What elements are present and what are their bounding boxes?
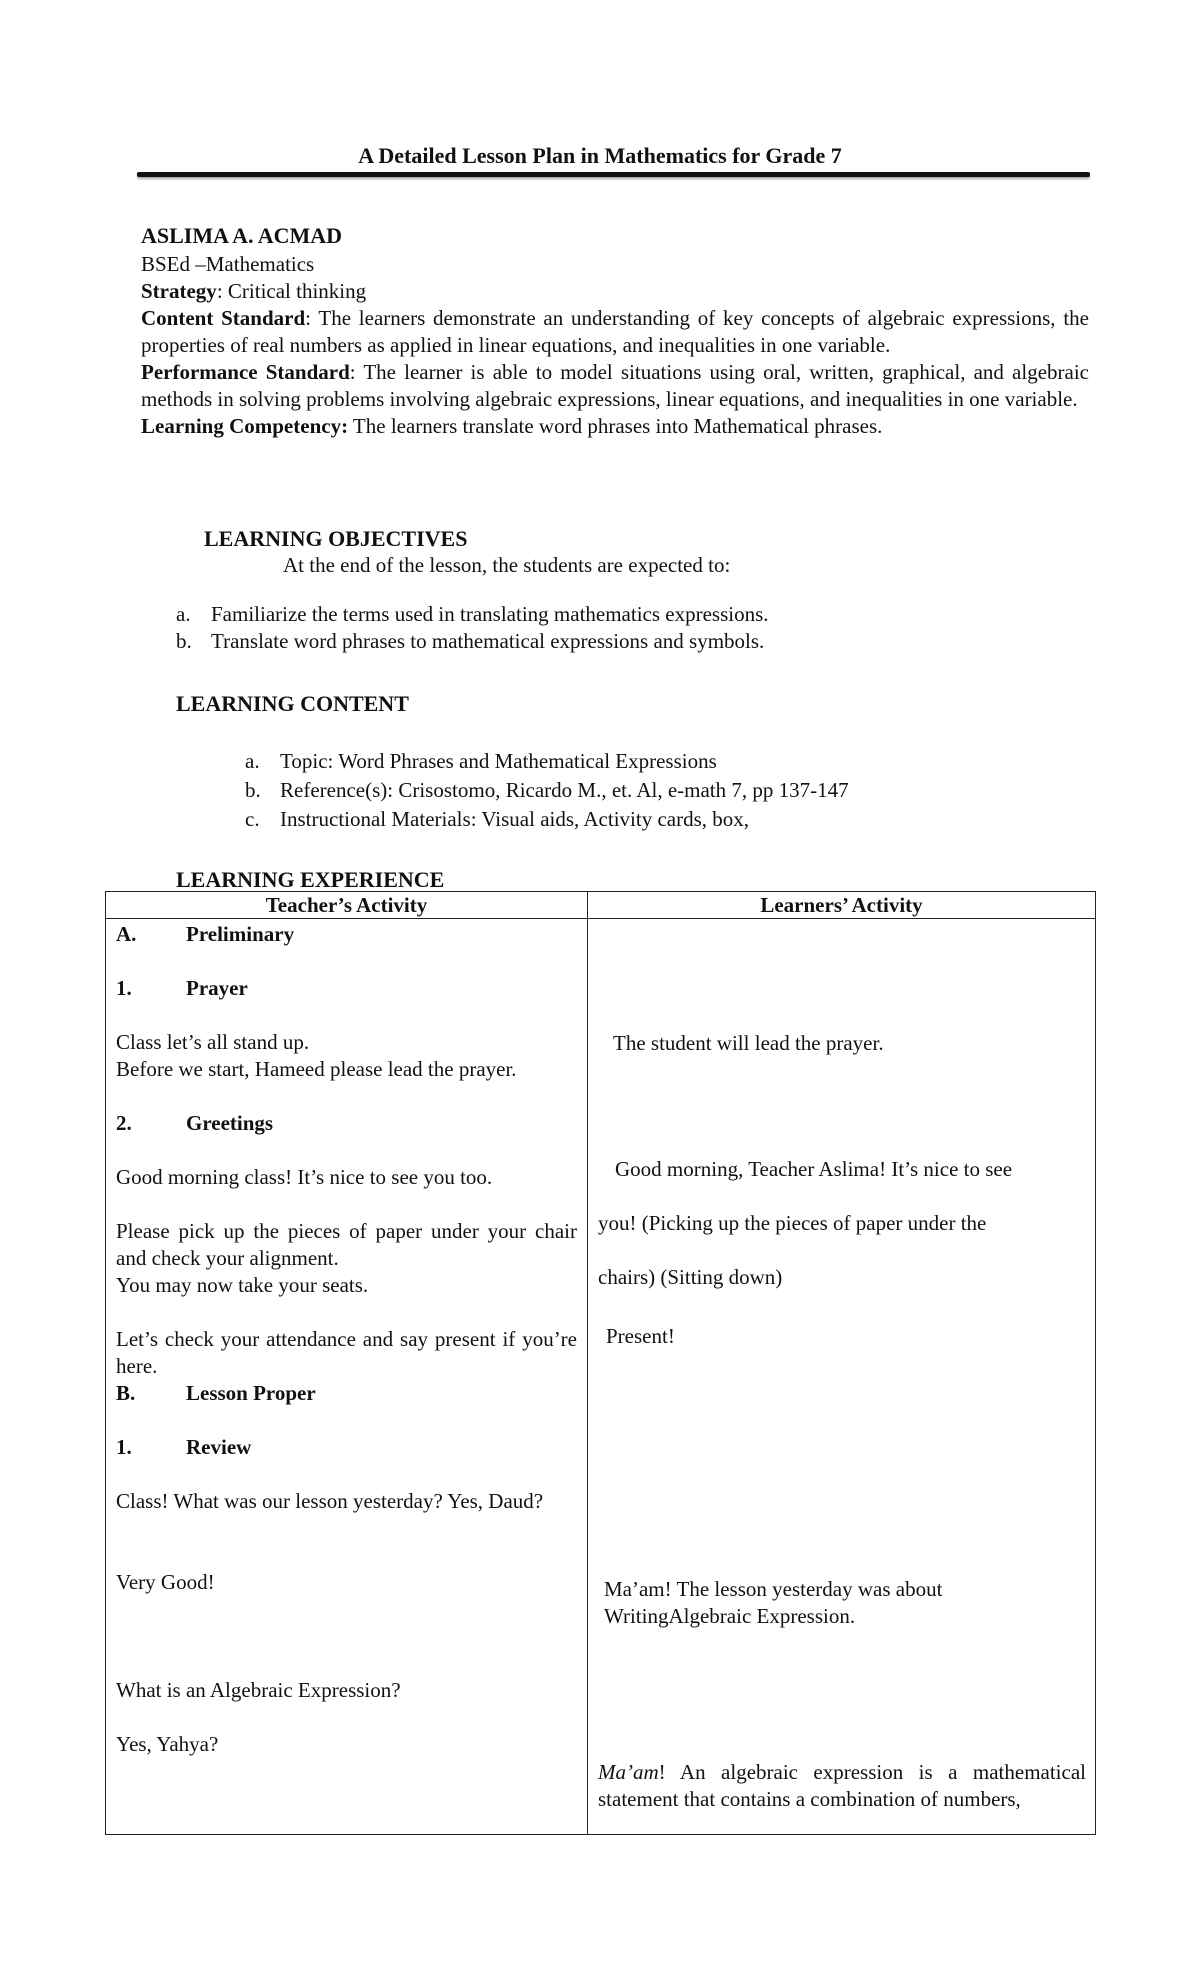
content-heading: LEARNING CONTENT xyxy=(176,691,409,716)
author-name: ASLIMA A. ACMAD xyxy=(141,223,343,248)
prayer-line-2: Before we start, Hameed please lead the prayer. xyxy=(116,1057,517,1081)
learner-review-answer: Ma’am! The lesson yesterday was about WritingAlgebraic Expression. xyxy=(604,1577,943,1628)
objectives-list xyxy=(176,601,769,655)
learner-column-header: Learners’ Activity xyxy=(588,892,1096,919)
subsection-review: 1. Review xyxy=(116,1435,252,1459)
strategy: Strategy: Critical thinking xyxy=(141,279,367,303)
learning-competency: Learning Competency: The learners translate word phrases into Mathematical phrases. xyxy=(141,414,883,438)
yes-yahya-line: Yes, Yahya? xyxy=(116,1732,219,1756)
program: BSEd –Mathematics xyxy=(141,252,315,276)
table-header-row xyxy=(106,892,1096,919)
title-divider xyxy=(137,172,1090,177)
list-item: a. Familiarize the terms used in translating mathematics expressions. xyxy=(176,602,769,626)
list-item: a. Topic: Word Phrases and Mathematical Expressions xyxy=(245,749,717,773)
experience-heading: LEARNING EXPERIENCE xyxy=(176,867,445,892)
activity-table xyxy=(105,891,1096,1835)
prayer-line-1: Class let’s all stand up. xyxy=(116,1030,310,1054)
list-item: b. Reference(s): Crisostomo, Ricardo M., et. Al, e-math 7, pp 137-147 xyxy=(245,778,849,802)
document-title: A Detailed Lesson Plan in Mathematics for Grade 7 xyxy=(358,143,842,168)
algebraic-question: What is an Algebraic Expression? xyxy=(116,1678,401,1702)
objectives-heading: LEARNING OBJECTIVES xyxy=(204,526,468,551)
learner-activity-cell xyxy=(588,919,1096,1835)
learner-greeting-1: Good morning, Teacher Aslima! It’s nice to see xyxy=(615,1157,1013,1181)
section-lesson-proper: B. Lesson Proper xyxy=(116,1381,316,1405)
content-standard: Content Standard: The learners demonstrate an understanding of key concepts of algebraic expressions, the properties of real numbers as applied in linear equations, and inequalities in one variable. xyxy=(141,306,1089,357)
teacher-column-header: Teacher’s Activity xyxy=(106,892,588,919)
greeting-line-2: Please pick up the pieces of paper under your chair and check your alignment. xyxy=(116,1219,577,1270)
list-item: c. Instructional Materials: Visual aids, Activity cards, box, xyxy=(245,807,750,831)
lesson-info xyxy=(141,222,1089,440)
subsection-prayer: 1. Prayer xyxy=(116,976,248,1000)
objectives-intro: At the end of the lesson, the students are expected to: xyxy=(283,553,731,577)
table-row xyxy=(106,919,1096,1835)
content-list xyxy=(245,748,849,835)
very-good-line: Very Good! xyxy=(116,1570,215,1594)
learner-prayer: The student will lead the prayer. xyxy=(613,1031,884,1055)
greeting-line-3: You may now take your seats. xyxy=(116,1273,369,1297)
performance-standard: Performance Standard: The learner is able to model situations using oral, written, graphical, and algebraic methods in solving problems involving algebraic expressions, linear equations, and inequalities in one variable. xyxy=(141,360,1089,411)
attendance-line: Let’s check your attendance and say present if you’re here. xyxy=(116,1327,577,1378)
teacher-activity-cell xyxy=(106,919,588,1835)
review-question: Class! What was our lesson yesterday? Yes, Daud? xyxy=(116,1489,544,1513)
subsection-greetings: 2. Greetings xyxy=(116,1111,274,1135)
learner-present: Present! xyxy=(606,1324,675,1348)
learner-algebraic-answer: Ma’am! An algebraic expression is a mathematical statement that contains a combination of numbers, xyxy=(598,1760,1086,1811)
learner-greeting-3: chairs) (Sitting down) xyxy=(598,1265,783,1289)
greeting-line-1: Good morning class! It’s nice to see you too. xyxy=(116,1165,493,1189)
list-item: b. Translate word phrases to mathematical expressions and symbols. xyxy=(176,629,765,653)
learner-greeting-2: you! (Picking up the pieces of paper under the xyxy=(598,1211,987,1235)
section-preliminary: A. Preliminary xyxy=(116,922,295,946)
